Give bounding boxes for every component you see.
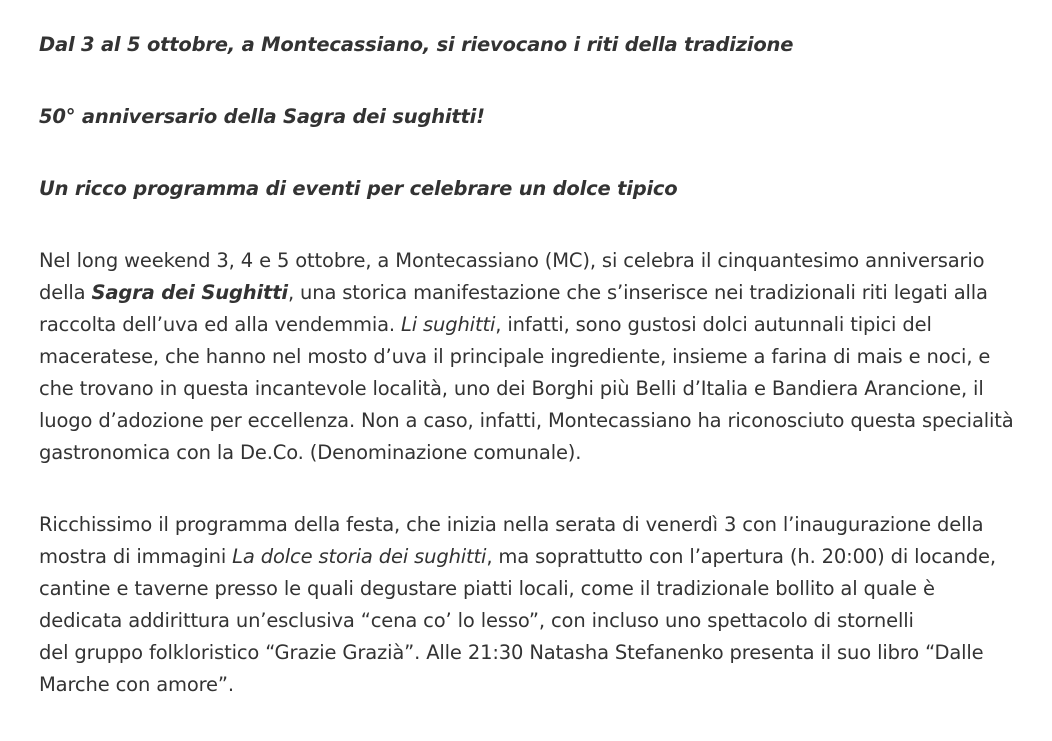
text-run: della bbox=[39, 281, 92, 304]
text-run: , ma soprattutto con l’apertura (h. 20:00) di locande, bbox=[486, 545, 996, 568]
text-run: raccolta dell’uva ed alla vendemmia. bbox=[39, 313, 401, 336]
text-run: , infatti, sono gustosi dolci autunnali tipici del bbox=[495, 313, 932, 336]
paragraph-line bbox=[39, 541, 996, 573]
paragraph-line: gastronomica con la De.Co. (Denominazione comunale). bbox=[39, 441, 582, 464]
paragraph-program bbox=[39, 509, 996, 701]
text-run: , una storica manifestazione che s’inserisce nei tradizionali riti legati alla bbox=[287, 281, 988, 304]
exhibition-title-italic: La dolce storia dei sughitti bbox=[232, 545, 487, 568]
paragraph-line: Marche con amore”. bbox=[39, 673, 234, 696]
paragraph-line: maceratese, che hanno nel mosto d’uva il principale ingrediente, insieme a farina di mais e noci, e bbox=[39, 345, 991, 368]
paragraph-line: Nel long weekend 3, 4 e 5 ottobre, a Montecassiano (MC), si celebra il cinquantesimo anniversario bbox=[39, 249, 985, 272]
sagra-name-bold: Sagra dei Sughitti bbox=[91, 281, 288, 304]
paragraph-line: che trovano in questa incantevole località, uno dei Borghi più Belli d’Italia e Bandiera Arancione, il bbox=[39, 377, 984, 400]
text-run: mostra di immagini bbox=[39, 545, 233, 568]
paragraph-line: luogo d’adozione per eccellenza. Non a caso, infatti, Montecassiano ha riconosciuto questa specialità bbox=[39, 409, 1014, 432]
paragraph-line: del gruppo folkloristico “Grazie Grazià”. Alle 21:30 Natasha Stefanenko presenta il suo libro “Dalle bbox=[39, 641, 984, 664]
sughitti-italic: Li sughitti bbox=[401, 313, 496, 336]
paragraph-line: cantine e taverne presso le quali degustare piatti locali, come il tradizionale bollito al quale è bbox=[39, 577, 935, 600]
paragraph-line bbox=[39, 309, 989, 341]
subtitle-anniversary: 50° anniversario della Sagra dei sughitti! bbox=[39, 105, 485, 128]
paragraph-intro bbox=[39, 245, 1014, 469]
paragraph-line: dedicata addirittura un’esclusiva “cena co’ lo lesso”, con incluso uno spettacolo di stornelli bbox=[39, 609, 914, 632]
paragraph-line: Ricchissimo il programma della festa, che inizia nella serata di venerdì 3 con l’inaugurazione della bbox=[39, 513, 984, 536]
subtitle-program: Un ricco programma di eventi per celebrare un dolce tipico bbox=[39, 177, 678, 200]
paragraph-line bbox=[39, 277, 989, 309]
subtitle-dates: Dal 3 al 5 ottobre, a Montecassiano, si rievocano i riti della tradizione bbox=[39, 33, 794, 56]
article-body bbox=[39, 29, 1014, 741]
